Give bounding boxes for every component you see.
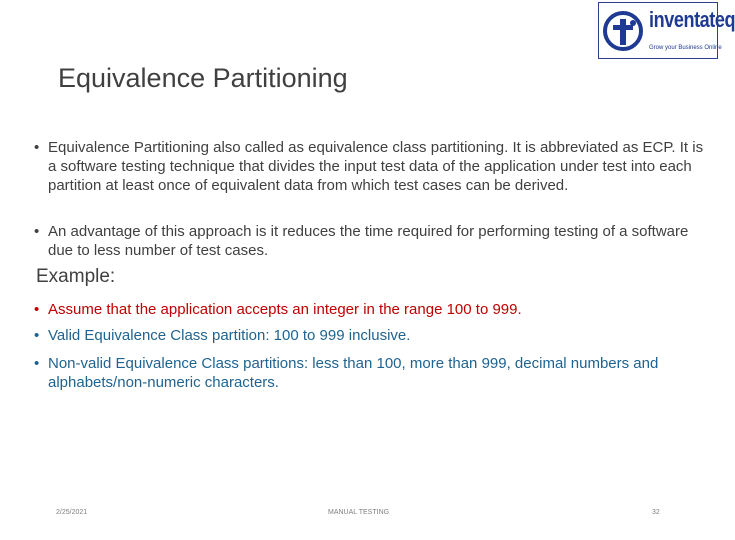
example-heading: Example: (36, 266, 116, 287)
intro-bullet-2 (34, 222, 706, 260)
footer-date: 2/25/2021 (56, 509, 88, 516)
example-bullet-3 (34, 354, 706, 392)
intro-bullet-text: An advantage of this approach is it reduces the time required for performing testing of a software due to less number of test cases. (48, 223, 689, 259)
example-bullet-text: Non-valid Equivalence Class partitions: less than 100, more than 999, decimal numbers and alphabets/non-numeric characters. (48, 355, 659, 391)
bullet-icon: • (34, 355, 40, 372)
example-bullet-text: Valid Equivalence Class partition: 100 to 999 inclusive. (48, 327, 411, 344)
bullet-icon: • (34, 139, 40, 156)
example-bullet-text: Assume that the application accepts an integer in the range 100 to 999. (48, 301, 522, 318)
example-bullet-2 (34, 326, 706, 345)
logo-mark-icon (603, 7, 645, 55)
bullet-icon: • (34, 223, 40, 240)
bullet-icon: • (34, 327, 40, 344)
intro-bullet-text: Equivalence Partitioning also called as equivalence class partitioning. It is abbreviated as ECP. It is a software testing technique that divides the input test data of the application under test into each partition at least once of equivalent data from which test cases can be derived. (48, 139, 704, 194)
logo-wordmark: inventateq (649, 7, 735, 32)
footer-page-number: 32 (652, 509, 660, 516)
logo-tagline: Grow your Business Online (649, 45, 722, 51)
inventateq-logo (598, 2, 735, 59)
bullet-icon: • (34, 301, 40, 318)
slide-title: Equivalence Partitioning (58, 63, 348, 93)
example-bullet-1 (34, 300, 706, 319)
footer-title: MANUAL TESTING (328, 509, 390, 516)
intro-bullet-1 (34, 138, 706, 195)
